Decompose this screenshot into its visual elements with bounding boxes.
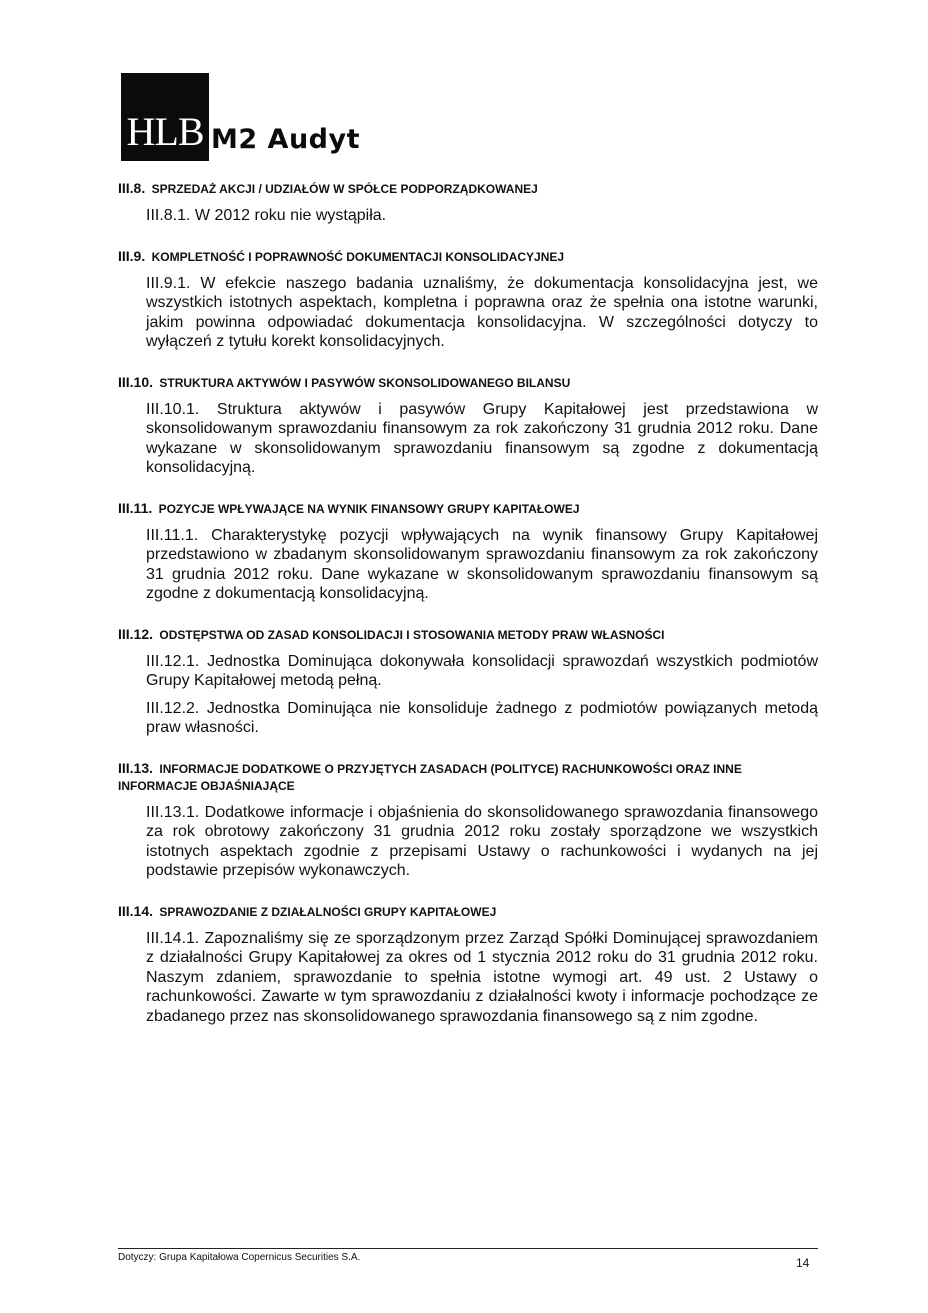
section-title: KOMPLETNOŚĆ I POPRAWNOŚĆ DOKUMENTACJI KONSOLIDACYJNEJ <box>151 249 565 264</box>
paragraph: III.11.1. Charakterystykę pozycji wpływających na wynik finansowy Grupy Kapitałowej przedstawiono w zbadanym skonsolidowanym sprawozdaniu finansowym za rok zakończony 31 grudnia 2012 roku. Dane wykazane w skonsolidowanym sprawozdaniu finansowym są zgodne z dokumentacją konsolidacyjną. <box>146 526 818 602</box>
section-title: SPRZEDAŻ AKCJI / UDZIAŁÓW W SPÓŁCE PODPORZĄDKOWANEJ <box>151 182 538 196</box>
paragraph: III.10.1. Struktura aktywów i pasywów Grupy Kapitałowej jest przedstawiona w skonsolidowanym sprawozdaniu finansowym za rok zakończony 31 grudnia 2012 roku. Dane wykazane w skonsolidowanym sprawozdaniu finansowym są zgodne z dokumentacją konsolidacyjną. <box>146 400 818 476</box>
section-title: SPRAWOZDANIE Z DZIAŁALNOŚCI GRUPY KAPITAŁOWEJ <box>159 904 497 919</box>
section-iii-11 <box>118 500 818 604</box>
section-title: INFORMACJE DODATKOWE O PRZYJĘTYCH ZASADACH (POLITYCE) RACHUNKOWOŚCI ORAZ INNE INFORMACJE OBJAŚNIAJĄCE <box>118 761 742 793</box>
section-number: III.12. <box>118 625 154 642</box>
section-heading <box>118 626 818 644</box>
section-iii-12 <box>118 626 818 738</box>
page-footer: Dotyczy: Grupa Kapitałowa Copernicus Securities S.A. <box>118 1248 818 1263</box>
section-iii-9 <box>118 248 818 352</box>
section-heading <box>118 180 818 198</box>
section-number: III.8. <box>118 180 146 196</box>
document-body <box>118 180 818 1048</box>
page-number: 14 <box>796 1256 810 1270</box>
paragraph: III.13.1. Dodatkowe informacje i objaśnienia do skonsolidowanego sprawozdania finansowego za rok obrotowy zakończony 31 grudnia 2012 roku zostały sporządzone we wszystkich istotnych aspektach zgodnie z przepisami Ustawy o rachunkowości i wydanych na jej podstawie przepisów wykonawczych. <box>146 803 818 879</box>
section-number: III.13. <box>118 759 154 776</box>
hlb-logo-mark: HLB <box>121 73 209 161</box>
section-number: III.10. <box>118 373 154 390</box>
paragraph: III.12.1. Jednostka Dominująca dokonywała konsolidacji sprawozdań wszystkich podmiotów Grupy Kapitałowej metodą pełną. <box>146 652 818 689</box>
section-heading <box>118 760 818 795</box>
section-title: STRUKTURA AKTYWÓW I PASYWÓW SKONSOLIDOWANEGO BILANSU <box>159 375 571 390</box>
section-number: III.9. <box>118 247 146 264</box>
section-iii-14 <box>118 903 818 1027</box>
paragraph: III.9.1. W efekcie naszego badania uznaliśmy, że dokumentacja konsolidacyjna jest, we wszystkich istotnych aspektach, kompletna i poprawna oraz że spełnia ona istotne warunki, jakim powinna odpowiadać dokumentacja konsolidacyjna. W szczególności dotyczy to wyłączeń z tytułu korekt konsolidacyjnych. <box>146 274 818 350</box>
section-iii-8 <box>118 180 818 226</box>
paragraph: III.8.1. W 2012 roku nie wystąpiła. <box>146 207 387 224</box>
section-title: ODSTĘPSTWA OD ZASAD KONSOLIDACJI I STOSOWANIA METODY PRAW WŁASNOŚCI <box>159 627 665 642</box>
paragraph: III.12.2. Jednostka Dominująca nie konsoliduje żadnego z podmiotów powiązanych metodą praw własności. <box>146 699 818 736</box>
section-title: POZYCJE WPŁYWAJĄCE NA WYNIK FINANSOWY GRUPY KAPITAŁOWEJ <box>158 501 580 516</box>
section-number: III.14. <box>118 902 154 919</box>
section-heading <box>118 500 818 518</box>
paragraph: III.14.1. Zapoznaliśmy się ze sporządzonym przez Zarząd Spółki Dominującej sprawozdaniem z działalności Grupy Kapitałowej za okres od 1 stycznia 2012 roku do 31 grudnia 2012 roku. Naszym zdaniem, sprawozdanie to spełnia istotne wymogi art. 49 ust. 2 Ustawy o rachunkowości. Zawarte w tym sprawozdaniu z działalności kwoty i informacje pochodzące ze zbadanego przez nas skonsolidowanego sprawozdania finansowego są z nim zgodne. <box>146 929 818 1025</box>
section-heading <box>118 374 818 392</box>
section-iii-10 <box>118 374 818 478</box>
company-name: M2 Audyt <box>211 124 361 155</box>
section-iii-13 <box>118 760 818 881</box>
section-heading <box>118 248 818 266</box>
section-number: III.11. <box>118 499 153 516</box>
section-heading <box>118 903 818 921</box>
